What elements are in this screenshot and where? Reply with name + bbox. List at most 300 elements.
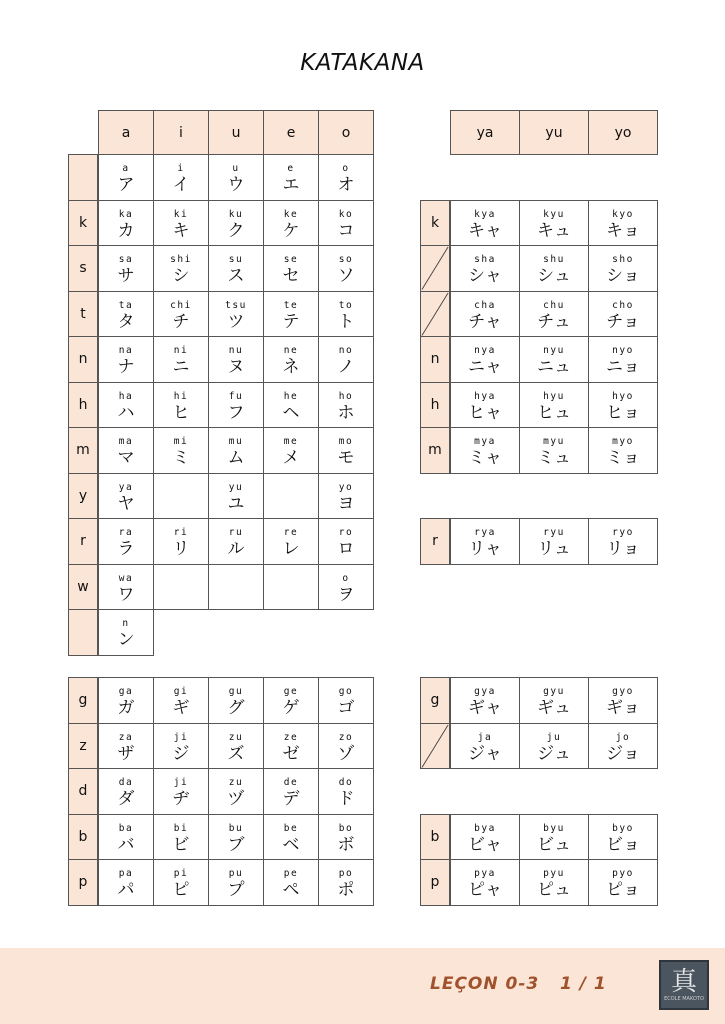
katakana-char: ミュ — [537, 448, 571, 468]
romaji-text: gya — [474, 686, 496, 697]
katakana-char: ゴ — [337, 698, 355, 718]
kana-cell — [98, 382, 154, 429]
romaji-text: ta — [118, 299, 134, 311]
katakana-char: ピョ — [606, 880, 640, 900]
kana-cell — [98, 200, 154, 247]
romaji-text: zu — [228, 731, 244, 743]
katakana-char: シュ — [537, 266, 571, 286]
katakana-char: ク — [227, 220, 245, 241]
katakana-char: ニ — [172, 357, 190, 377]
kana-cell — [519, 245, 589, 292]
row-label-text: g — [78, 692, 88, 709]
kana-cell — [208, 859, 264, 906]
katakana-char: パ — [117, 880, 135, 900]
kana-cell — [450, 859, 520, 906]
kana-cell — [153, 814, 209, 861]
kana-cell — [450, 336, 520, 383]
romaji-text: pi — [173, 868, 189, 879]
kana-cell — [588, 382, 658, 429]
kana-cell — [588, 427, 658, 474]
romaji-text: ji — [173, 731, 189, 743]
kana-cell — [153, 427, 209, 474]
kana-cell — [450, 518, 520, 565]
row-label — [68, 609, 98, 656]
kana-cell — [318, 473, 374, 520]
kana-cell — [588, 291, 658, 338]
row-label — [68, 382, 98, 429]
kana-cell — [318, 200, 374, 247]
romaji-text: na — [118, 345, 134, 356]
katakana-char: ミャ — [468, 448, 502, 468]
kana-cell — [208, 518, 264, 565]
row-label — [68, 154, 98, 201]
romaji-text: sha — [474, 254, 496, 265]
page-title: KATAKANA — [300, 50, 425, 76]
kana-cell — [519, 723, 589, 770]
romaji-text: mi — [173, 436, 189, 447]
katakana-char: リュ — [537, 539, 571, 559]
kana-cell — [98, 154, 154, 201]
katakana-char: ビ — [172, 834, 190, 855]
katakana-char: エ — [282, 175, 300, 195]
kana-cell — [263, 814, 319, 861]
katakana-char: フ — [227, 402, 245, 423]
katakana-char: ル — [227, 539, 245, 559]
katakana-char: チ — [172, 311, 190, 332]
kana-cell — [263, 291, 319, 338]
kana-cell — [519, 200, 589, 247]
kana-cell — [263, 518, 319, 565]
kana-cell — [318, 154, 374, 201]
diagonal-slash-icon — [421, 246, 449, 291]
katakana-char: ザ — [117, 743, 135, 764]
katakana-char: ビャ — [468, 834, 502, 855]
katakana-char: レ — [282, 539, 300, 559]
romaji-text: hyo — [612, 390, 634, 402]
kana-cell — [519, 427, 589, 474]
romaji-text: chu — [543, 299, 565, 311]
kana-cell — [208, 723, 264, 770]
kana-cell — [263, 245, 319, 292]
empty-cell — [263, 564, 319, 611]
romaji-text: re — [283, 527, 299, 538]
katakana-char: バ — [117, 834, 135, 855]
katakana-char: ム — [227, 448, 245, 468]
romaji-text: mo — [338, 436, 354, 447]
romaji-text: ja — [477, 731, 493, 743]
column-header-text: yo — [614, 124, 632, 141]
kana-cell — [98, 768, 154, 815]
katakana-char: ギュ — [537, 698, 571, 718]
romaji-text: sho — [612, 254, 634, 265]
romaji-text: bya — [474, 822, 496, 834]
romaji-text: n — [122, 618, 130, 629]
katakana-char: ヒ — [172, 402, 190, 423]
kana-cell — [588, 245, 658, 292]
kana-cell — [318, 768, 374, 815]
romaji-text: shi — [170, 254, 192, 265]
kana-cell — [263, 677, 319, 724]
diagonal-slash-icon — [421, 724, 449, 769]
kana-cell — [98, 291, 154, 338]
romaji-text: po — [338, 868, 354, 879]
logo-caption: ECOLE MAKOTO — [664, 995, 704, 1002]
romaji-text: ga — [118, 686, 134, 697]
katakana-char: ロ — [337, 539, 355, 559]
katakana-char: ン — [117, 630, 135, 650]
romaji-text: so — [338, 254, 354, 265]
romaji-text: ru — [228, 527, 244, 538]
katakana-char: ス — [227, 266, 245, 286]
row-label-slash — [420, 291, 450, 338]
katakana-char: ヘ — [282, 402, 300, 423]
kana-cell — [263, 154, 319, 201]
romaji-text: za — [118, 731, 134, 743]
kana-cell — [208, 154, 264, 201]
row-label — [68, 473, 98, 520]
katakana-char: ソ — [337, 266, 355, 286]
row-label — [68, 768, 98, 815]
katakana-char: リ — [172, 539, 190, 559]
kana-cell — [208, 473, 264, 520]
romaji-text: u — [232, 163, 240, 174]
column-header — [263, 110, 319, 155]
kana-cell — [98, 518, 154, 565]
kana-cell — [318, 814, 374, 861]
kana-cell — [263, 427, 319, 474]
katakana-char: ヂ — [172, 789, 190, 809]
row-label — [68, 336, 98, 383]
kana-cell — [450, 677, 520, 724]
kana-cell — [519, 382, 589, 429]
row-label — [68, 427, 98, 474]
romaji-text: bo — [338, 822, 354, 834]
row-label-text: t — [80, 305, 86, 322]
row-label — [68, 814, 98, 861]
katakana-char: プ — [227, 880, 245, 900]
column-header — [318, 110, 374, 155]
romaji-text: wa — [118, 572, 134, 584]
row-label — [68, 518, 98, 565]
kana-cell — [318, 677, 374, 724]
column-header — [519, 110, 589, 155]
katakana-char: ト — [337, 311, 355, 332]
romaji-text: hyu — [543, 390, 565, 402]
romaji-text: pu — [228, 868, 244, 879]
katakana-char: ショ — [606, 266, 640, 286]
kana-cell — [153, 245, 209, 292]
row-label — [420, 427, 450, 474]
kana-cell — [318, 427, 374, 474]
romaji-text: mu — [228, 436, 244, 447]
katakana-char: リャ — [468, 539, 502, 559]
logo-character: 真 — [670, 966, 697, 997]
romaji-text: chi — [170, 299, 192, 311]
column-header-text: u — [231, 124, 241, 141]
romaji-text: go — [338, 686, 354, 697]
row-label-text: k — [78, 214, 88, 231]
column-header — [450, 110, 520, 155]
katakana-char: ラ — [117, 539, 135, 559]
katakana-char: ゾ — [337, 743, 355, 764]
romaji-text: nyu — [543, 345, 565, 356]
kana-cell — [208, 768, 264, 815]
kana-cell — [153, 200, 209, 247]
romaji-text: pyu — [543, 868, 565, 879]
column-header-text: i — [179, 124, 183, 141]
kana-cell — [153, 859, 209, 906]
romaji-text: me — [283, 436, 299, 447]
row-label-text: y — [78, 487, 88, 504]
row-label-text: r — [432, 533, 438, 550]
katakana-char: ギ — [172, 698, 190, 718]
footer-band — [0, 948, 725, 1024]
romaji-text: nya — [474, 345, 496, 356]
romaji-text: o — [342, 163, 350, 174]
katakana-char: ピ — [172, 880, 190, 900]
row-label — [420, 814, 450, 861]
kana-cell — [588, 814, 658, 861]
romaji-text: gu — [228, 686, 244, 697]
romaji-text: ri — [173, 527, 189, 538]
row-label — [420, 518, 450, 565]
row-label-slash — [420, 723, 450, 770]
kana-cell — [450, 814, 520, 861]
kana-cell — [208, 677, 264, 724]
katakana-char: モ — [337, 448, 355, 468]
katakana-char: チョ — [606, 311, 640, 332]
romaji-text: kyo — [612, 208, 634, 220]
katakana-char: サ — [117, 266, 135, 286]
katakana-char: ワ — [117, 584, 135, 605]
kana-cell — [450, 200, 520, 247]
katakana-char: ピャ — [468, 880, 502, 900]
kana-cell — [208, 814, 264, 861]
kana-cell — [588, 336, 658, 383]
katakana-char: ビュ — [537, 834, 571, 855]
column-header-text: e — [286, 124, 296, 141]
kana-cell — [318, 291, 374, 338]
kana-cell — [318, 564, 374, 611]
katakana-char: ネ — [282, 357, 300, 377]
row-label — [68, 677, 98, 724]
romaji-text: be — [283, 822, 299, 834]
katakana-char: メ — [282, 448, 300, 468]
column-header-text: yu — [545, 124, 563, 141]
row-label — [68, 245, 98, 292]
katakana-char: ガ — [117, 698, 135, 718]
kana-cell — [318, 723, 374, 770]
katakana-char: イ — [172, 175, 190, 195]
romaji-text: te — [283, 299, 299, 311]
katakana-char: カ — [117, 220, 135, 241]
kana-cell — [318, 518, 374, 565]
row-label-text: g — [430, 692, 440, 709]
katakana-char: ウ — [227, 175, 245, 195]
romaji-text: ze — [283, 731, 299, 743]
empty-cell — [208, 564, 264, 611]
romaji-text: cha — [474, 299, 496, 311]
row-label — [68, 564, 98, 611]
kana-cell — [98, 336, 154, 383]
row-label-text: m — [428, 442, 442, 459]
romaji-text: zo — [338, 731, 354, 743]
kana-cell — [588, 518, 658, 565]
kana-cell — [519, 518, 589, 565]
romaji-text: shu — [543, 254, 565, 265]
romaji-text: ko — [338, 208, 354, 220]
romaji-text: ka — [118, 208, 134, 220]
romaji-text: pa — [118, 868, 134, 879]
kana-cell — [263, 200, 319, 247]
romaji-text: kya — [474, 208, 496, 220]
romaji-text: pyo — [612, 868, 634, 879]
katakana-char: ヤ — [117, 493, 135, 514]
row-label — [68, 859, 98, 906]
romaji-text: bi — [173, 822, 189, 834]
romaji-text: ke — [283, 208, 299, 220]
romaji-text: ne — [283, 345, 299, 356]
romaji-text: gyo — [612, 686, 634, 697]
kana-cell — [208, 336, 264, 383]
romaji-text: hya — [474, 390, 496, 402]
romaji-text: ra — [118, 527, 134, 538]
katakana-char: キョ — [606, 220, 640, 241]
kana-cell — [98, 723, 154, 770]
kana-cell — [153, 336, 209, 383]
row-label-text: k — [430, 214, 440, 231]
romaji-text: do — [338, 777, 354, 788]
katakana-char: ピュ — [537, 880, 571, 900]
row-label — [420, 200, 450, 247]
column-header — [588, 110, 658, 155]
romaji-text: ge — [283, 686, 299, 697]
katakana-char: ヒャ — [468, 402, 502, 423]
romaji-text: nu — [228, 345, 244, 356]
katakana-char: ベ — [282, 834, 300, 855]
katakana-char: ギャ — [468, 698, 502, 718]
romaji-text: tsu — [225, 299, 247, 311]
kana-cell — [318, 336, 374, 383]
row-label-text: r — [80, 533, 86, 550]
kana-cell — [208, 200, 264, 247]
katakana-char: チュ — [537, 311, 571, 332]
empty-cell — [263, 473, 319, 520]
diagonal-slash-icon — [421, 292, 449, 337]
row-label-text: d — [78, 783, 88, 800]
romaji-text: se — [283, 254, 299, 265]
kana-cell — [98, 427, 154, 474]
kana-cell — [98, 814, 154, 861]
romaji-text: ji — [173, 777, 189, 788]
row-label-text: p — [430, 874, 440, 891]
katakana-char: ジ — [172, 743, 190, 764]
katakana-char: ビョ — [606, 834, 640, 855]
romaji-text: bu — [228, 822, 244, 834]
kana-cell — [450, 382, 520, 429]
katakana-char: グ — [227, 698, 245, 718]
katakana-char: ニャ — [468, 357, 502, 377]
romaji-text: yu — [228, 481, 244, 493]
empty-cell — [153, 564, 209, 611]
romaji-text: su — [228, 254, 244, 265]
kana-cell — [153, 382, 209, 429]
kana-cell — [263, 859, 319, 906]
katakana-char: シ — [172, 266, 190, 286]
katakana-char: ア — [117, 175, 135, 195]
katakana-char: ペ — [282, 880, 300, 900]
romaji-text: ni — [173, 345, 189, 356]
katakana-char: デ — [282, 789, 300, 809]
katakana-char: リョ — [606, 539, 640, 559]
kana-cell — [519, 336, 589, 383]
romaji-text: gyu — [543, 686, 565, 697]
column-header — [208, 110, 264, 155]
katakana-char: ズ — [227, 743, 245, 764]
katakana-char: キ — [172, 220, 190, 241]
romaji-text: fu — [228, 390, 244, 402]
romaji-text: ki — [173, 208, 189, 220]
katakana-char: ニョ — [606, 357, 640, 377]
row-label-text: h — [430, 396, 440, 413]
kana-cell — [208, 427, 264, 474]
romaji-text: hi — [173, 390, 189, 402]
katakana-char: ヅ — [227, 789, 245, 809]
kana-cell — [263, 336, 319, 383]
katakana-char: ド — [337, 789, 355, 809]
katakana-char: ヌ — [227, 357, 245, 377]
katakana-char: チャ — [468, 311, 502, 332]
kana-cell — [98, 473, 154, 520]
row-label — [420, 382, 450, 429]
romaji-text: he — [283, 390, 299, 402]
romaji-text: ryu — [543, 527, 565, 538]
lesson-title: LEÇON 0-3 — [430, 974, 540, 994]
romaji-text: ba — [118, 822, 134, 834]
katakana-char: ケ — [282, 220, 300, 241]
kana-cell — [263, 723, 319, 770]
katakana-char: コ — [337, 220, 355, 241]
row-label — [68, 200, 98, 247]
kana-cell — [153, 291, 209, 338]
romaji-text: ho — [338, 390, 354, 402]
column-header-text: ya — [476, 124, 494, 141]
kana-cell — [450, 427, 520, 474]
kana-cell — [263, 768, 319, 815]
katakana-char: ジャ — [468, 743, 502, 764]
kana-cell — [588, 723, 658, 770]
romaji-text: ya — [118, 481, 134, 493]
kana-cell — [208, 291, 264, 338]
katakana-char: ミョ — [606, 448, 640, 468]
kana-cell — [588, 677, 658, 724]
empty-cell — [153, 473, 209, 520]
katakana-char: テ — [282, 311, 300, 332]
row-label-slash — [420, 245, 450, 292]
romaji-text: myu — [543, 436, 565, 447]
row-label-text: n — [430, 351, 440, 368]
kana-cell — [519, 814, 589, 861]
row-label — [420, 859, 450, 906]
romaji-text: jo — [615, 731, 631, 743]
romaji-text: to — [338, 299, 354, 311]
romaji-text: ku — [228, 208, 244, 220]
row-label — [68, 291, 98, 338]
lesson-label — [430, 974, 607, 994]
kana-cell — [318, 859, 374, 906]
katakana-char: マ — [117, 448, 135, 468]
katakana-char: ボ — [337, 834, 355, 855]
